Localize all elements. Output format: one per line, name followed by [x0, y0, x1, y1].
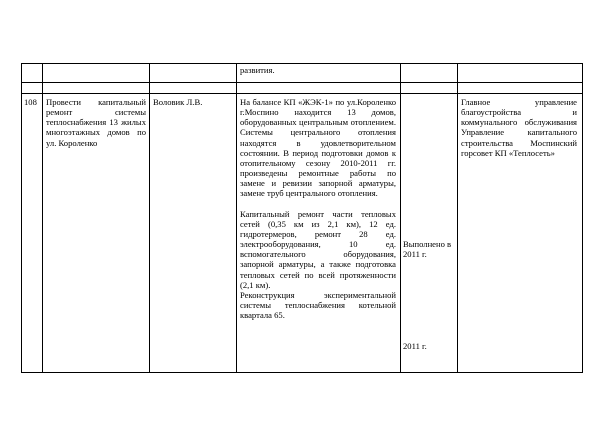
column-border [21, 63, 22, 373]
description-paragraph-1: На балансе КП «ЖЭК-1» по ул.Короленко г.Моспино находится 13 домов, оборудованных центральным отоплением. Системы центрального отопления находятся в удовлетворительном состоянии. В период подготовки домов к отопительному сезону 2010-2011 гг. произведены ремонтные работы по замене и ревизии запорной арматуры, замене труб центрального отопления. [240, 97, 396, 199]
description-paragraph-3: Реконструкция экспериментальной системы теплоснабжения котельной квартала 65. [240, 289, 396, 321]
table-bottom-border [21, 372, 582, 373]
task-cell: Провести капитальный ремонт системы теплоснабжения 13 жилых многоэтажных домов по ул. Короленко [46, 97, 146, 148]
row-separator [21, 82, 582, 83]
column-border [236, 63, 237, 373]
column-border [582, 63, 583, 373]
description-paragraph-2: Капитальный ремонт части тепловых сетей (0,35 км из 2,1 км), 12 ед. гидротермеров, ремонт 28 ед. электрооборудования, 10 ед. вспомогательного оборудования, запорной арматуры, а также подготовка тепловых сетей по всей протяженности (2,1 км). [240, 208, 396, 290]
status-completed: Выполнено в 2011 г. [403, 239, 452, 260]
row-number: 108 [24, 97, 37, 107]
column-border [149, 63, 150, 373]
column-border [42, 63, 43, 373]
executors-cell: Главное управление благоустройства и коммунального обслуживания Управление капитального строительства Моспинский горсовет КП «Теплосеть» [461, 97, 577, 158]
column-border [400, 63, 401, 373]
status-year: 2011 г. [403, 341, 427, 351]
responsible-cell: Воловик Л.В. [153, 97, 203, 107]
row-separator [21, 93, 582, 94]
column-border [457, 63, 458, 373]
description-cell [240, 97, 396, 320]
table-top-border [21, 63, 582, 64]
description-tail: развития. [240, 65, 275, 75]
